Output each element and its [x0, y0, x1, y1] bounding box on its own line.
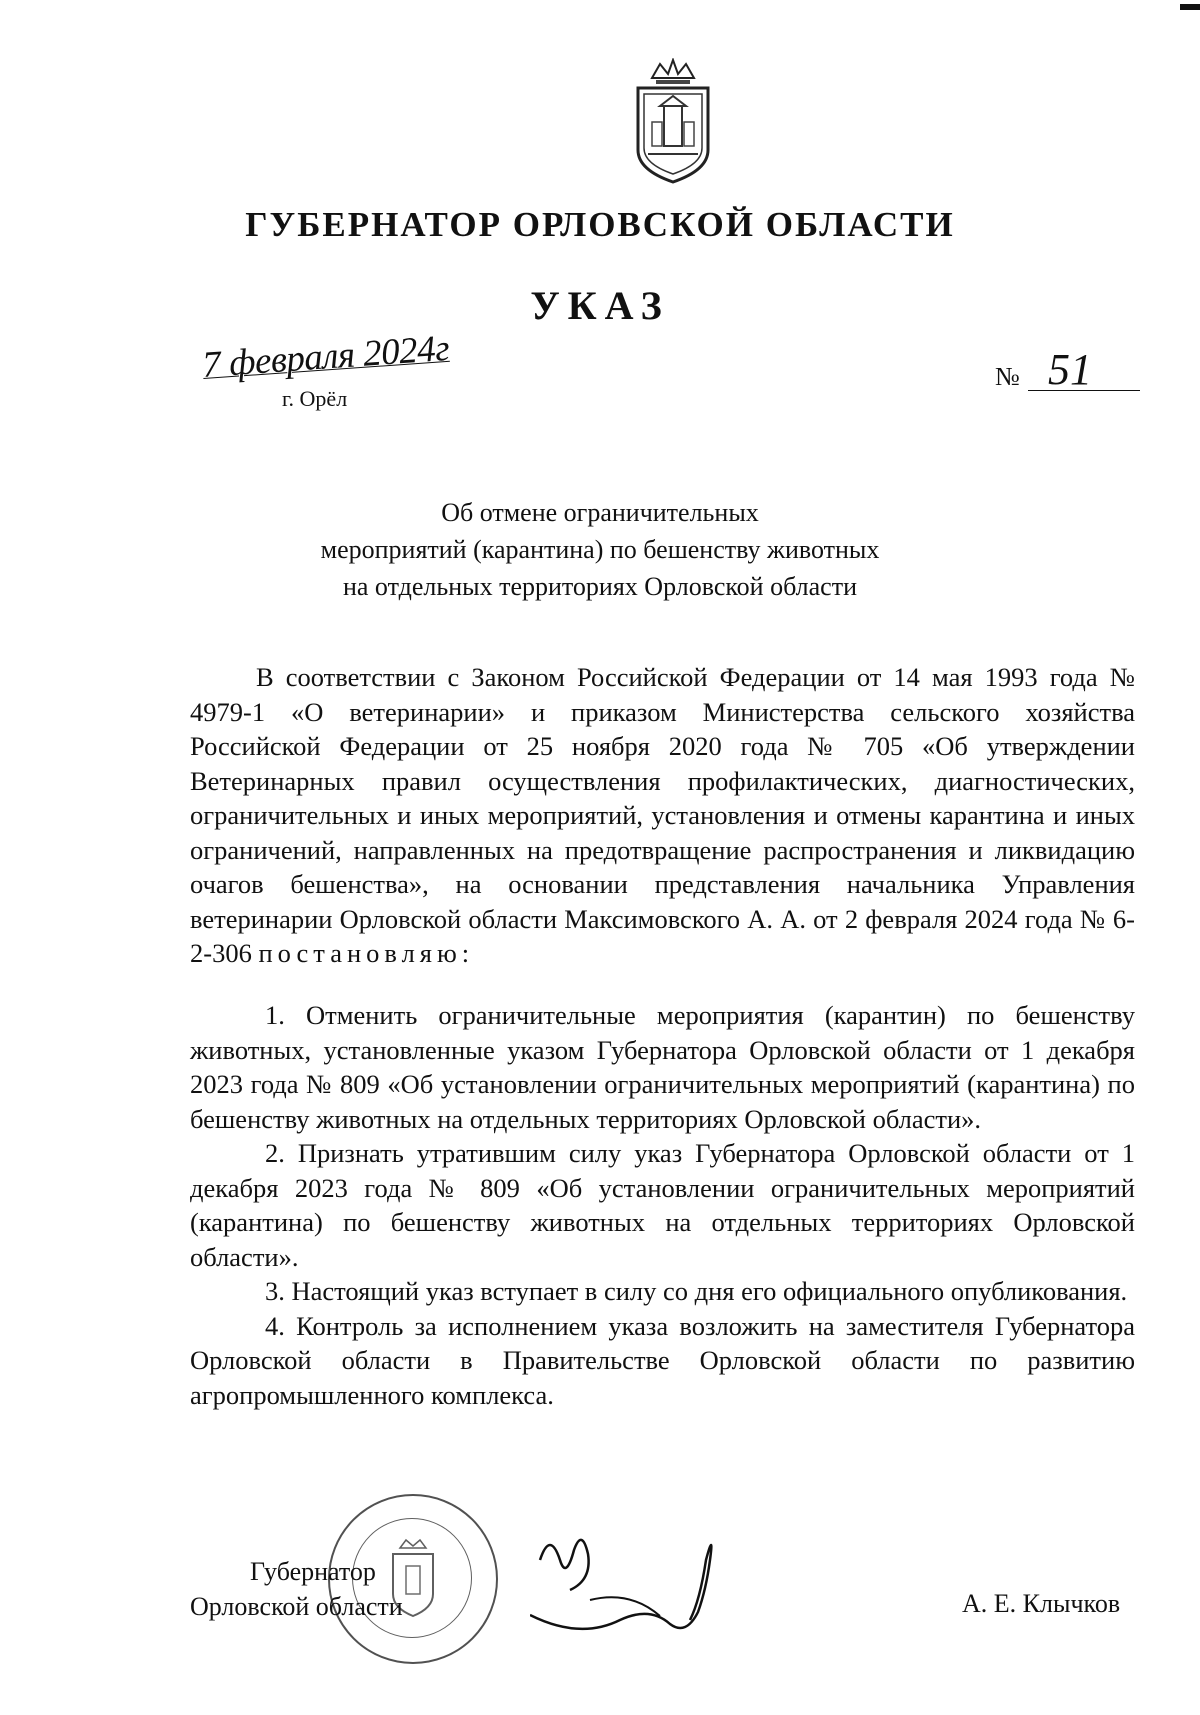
preamble-text: В соответствии с Законом Российской Федерации от 14 мая 1993 года № 4979-1 «О ветеринарии» и приказом Министерства сельского хозяйства Российской Федерации от 25 ноября 2020 года № 705 «Об утверждении Ветеринарных правил осуществления профилактических, диагностических, ограничительных и иных мероприятий, установления и отмены карантина и иных ограничений, направленных на предотвращение распространения и ликвидацию очагов бешенства», на основании представления начальника Управления ветеринарии Орловской области Максимовского А. А. от 2 февраля 2024 года № 6-2-306 — [190, 662, 1135, 968]
decree-item: 2. Признать утратившим силу указ Губернатора Орловской области от 1 декабря 2023 года № 809 «Об установлении ограничительных мероприятий (карантина) по бешенству животных на отдельных территориях Орловской области». — [190, 1138, 1135, 1272]
decree-item: 1. Отменить ограничительные мероприятия (карантин) по бешенству животных, установленные указом Губернатора Орловской области от 1 декабря 2023 года № 809 «Об установлении ограничительных мероприятий (карантина) по бешенству животных на отдельных территориях Орловской области». — [190, 1000, 1135, 1134]
subject-line: на отдельных территориях Орловской области — [342, 572, 858, 601]
decree-word: постановляю: — [258, 938, 475, 968]
organization-title: ГУБЕРНАТОР ОРЛОВСКОЙ ОБЛАСТИ — [245, 205, 955, 244]
number-label: № — [995, 362, 1020, 391]
decree-items — [190, 998, 1135, 1412]
handwritten-number: 51 — [1048, 345, 1092, 394]
decree-item: 4. Контроль за исполнением указа возложить на заместителя Губернатора Орловской области в Правительстве Орловской области по развитию агропромышленного комплекса. — [190, 1310, 1135, 1410]
city: г. Орёл — [282, 386, 348, 411]
decree-item: 3. Настоящий указ вступает в силу со дня его официального опубликования. — [265, 1276, 1128, 1306]
signer-position-line: Орловской области — [190, 1592, 403, 1621]
signer-name: А. Е. Клычков — [962, 1589, 1121, 1618]
handwritten-signature — [530, 1520, 730, 1650]
handwritten-date: 7 февраля 2024г — [201, 327, 451, 387]
document-subject — [0, 494, 1200, 605]
document-type: УКАЗ — [530, 283, 670, 328]
coat-of-arms-icon — [630, 58, 716, 186]
signer-position — [190, 1554, 403, 1624]
preamble-paragraph — [190, 660, 1135, 971]
subject-line: Об отмене ограничительных — [441, 498, 759, 527]
scan-corner-mark — [1180, 4, 1200, 10]
signer-position-line: Губернатор — [250, 1557, 376, 1586]
subject-line: мероприятий (карантина) по бешенству животных — [320, 535, 880, 564]
